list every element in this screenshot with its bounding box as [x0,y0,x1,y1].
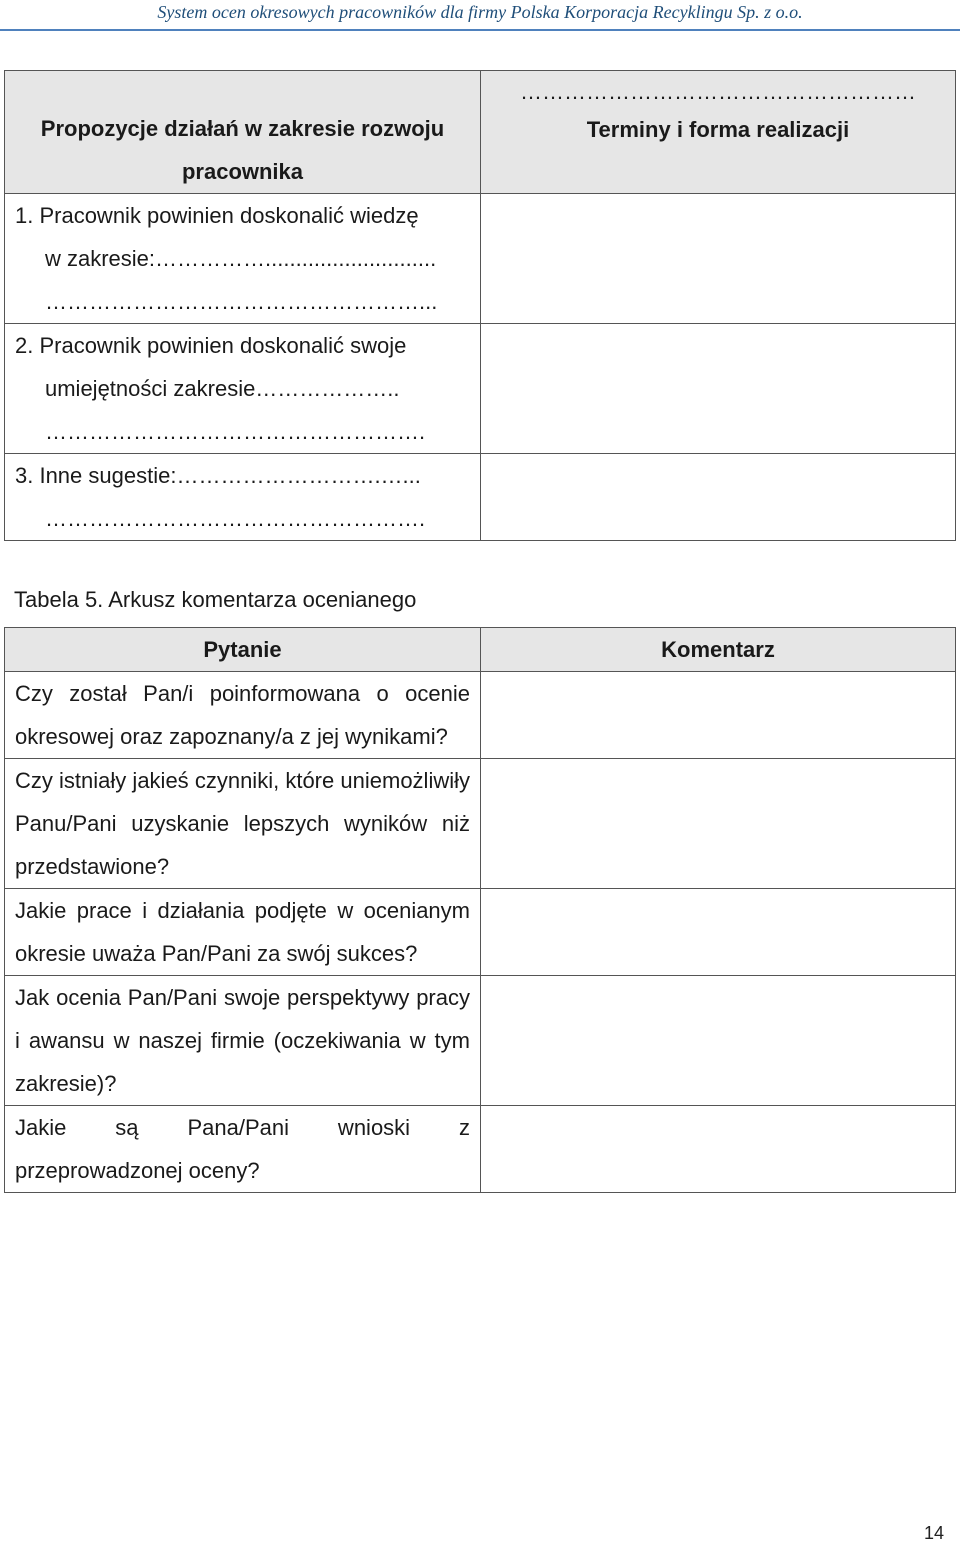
proposal-line: 2. Pracownik powinien doskonalić swoje [15,333,407,358]
proposal-line: umiejętności zakresie……………….. [45,376,400,401]
proposal-line: ……………………………………………. [45,506,426,531]
question-cell: Jakie prace i działania podjęte w ocenianym okresie uważa Pan/Pani za swój sukces? [5,889,481,976]
proposal-item-cell [5,454,481,541]
proposals-header-line: Propozycje działań w zakresie rozwoju [40,116,445,141]
comment-cell[interactable] [481,889,956,976]
comment-cell[interactable] [481,976,956,1106]
dotted-line: ……………………………………………… [520,79,916,104]
table-row [5,889,956,976]
comment-cell[interactable] [481,1106,956,1193]
question-header: Pytanie [5,628,481,672]
development-proposals-table [4,70,956,541]
table-row [5,194,956,324]
table-row [5,759,956,889]
proposal-line: 3. Inne sugestie:……………………….…... [15,463,421,488]
terms-header-label: Terminy i forma realizacji [586,117,850,142]
proposal-item-cell [5,194,481,324]
terms-cell[interactable] [481,324,956,454]
question-cell: Czy istniały jakieś czynniki, które uniemożliwiły Panu/Pani uzyskanie lepszych wyników niż przedstawione? [5,759,481,889]
header-rule [0,29,960,31]
terms-cell[interactable] [481,194,956,324]
question-cell: Czy został Pan/i poinformowana o ocenie okresowej oraz zapoznany/a z jej wynikami? [5,672,481,759]
table-row [5,324,956,454]
proposal-line: ……………………………………………... [45,289,438,314]
comment-cell[interactable] [481,672,956,759]
comment-header: Komentarz [481,628,956,672]
table-row [5,1106,956,1193]
proposal-line: w zakresie:……………............................ [45,246,437,271]
comment-sheet-table [4,627,956,1193]
question-cell: Jak ocenia Pan/Pani swoje perspektywy pracy i awansu w naszej firmie (oczekiwania w tym zakresie)? [5,976,481,1106]
table-row [5,628,956,672]
table-row [5,672,956,759]
page-header: System ocen okresowych pracowników dla firmy Polska Korporacja Recyklingu Sp. z o.o. [157,2,803,22]
proposals-header-line: pracownika [181,159,304,184]
proposals-header-cell [5,71,481,194]
table-caption: Tabela 5. Arkusz komentarza ocenianego [14,587,417,612]
proposal-line: 1. Pracownik powinien doskonalić wiedzę [15,203,419,228]
table-row [5,71,956,194]
proposal-item-cell [5,324,481,454]
terms-header-cell [481,71,956,194]
comment-cell[interactable] [481,759,956,889]
question-cell: Jakie są Pana/Pani wnioski z przeprowadzonej oceny? [5,1106,481,1193]
table-row [5,976,956,1106]
proposal-line: ……………………………………………. [45,419,426,444]
page-number: 14 [923,1523,944,1543]
table-row [5,454,956,541]
terms-cell[interactable] [481,454,956,541]
